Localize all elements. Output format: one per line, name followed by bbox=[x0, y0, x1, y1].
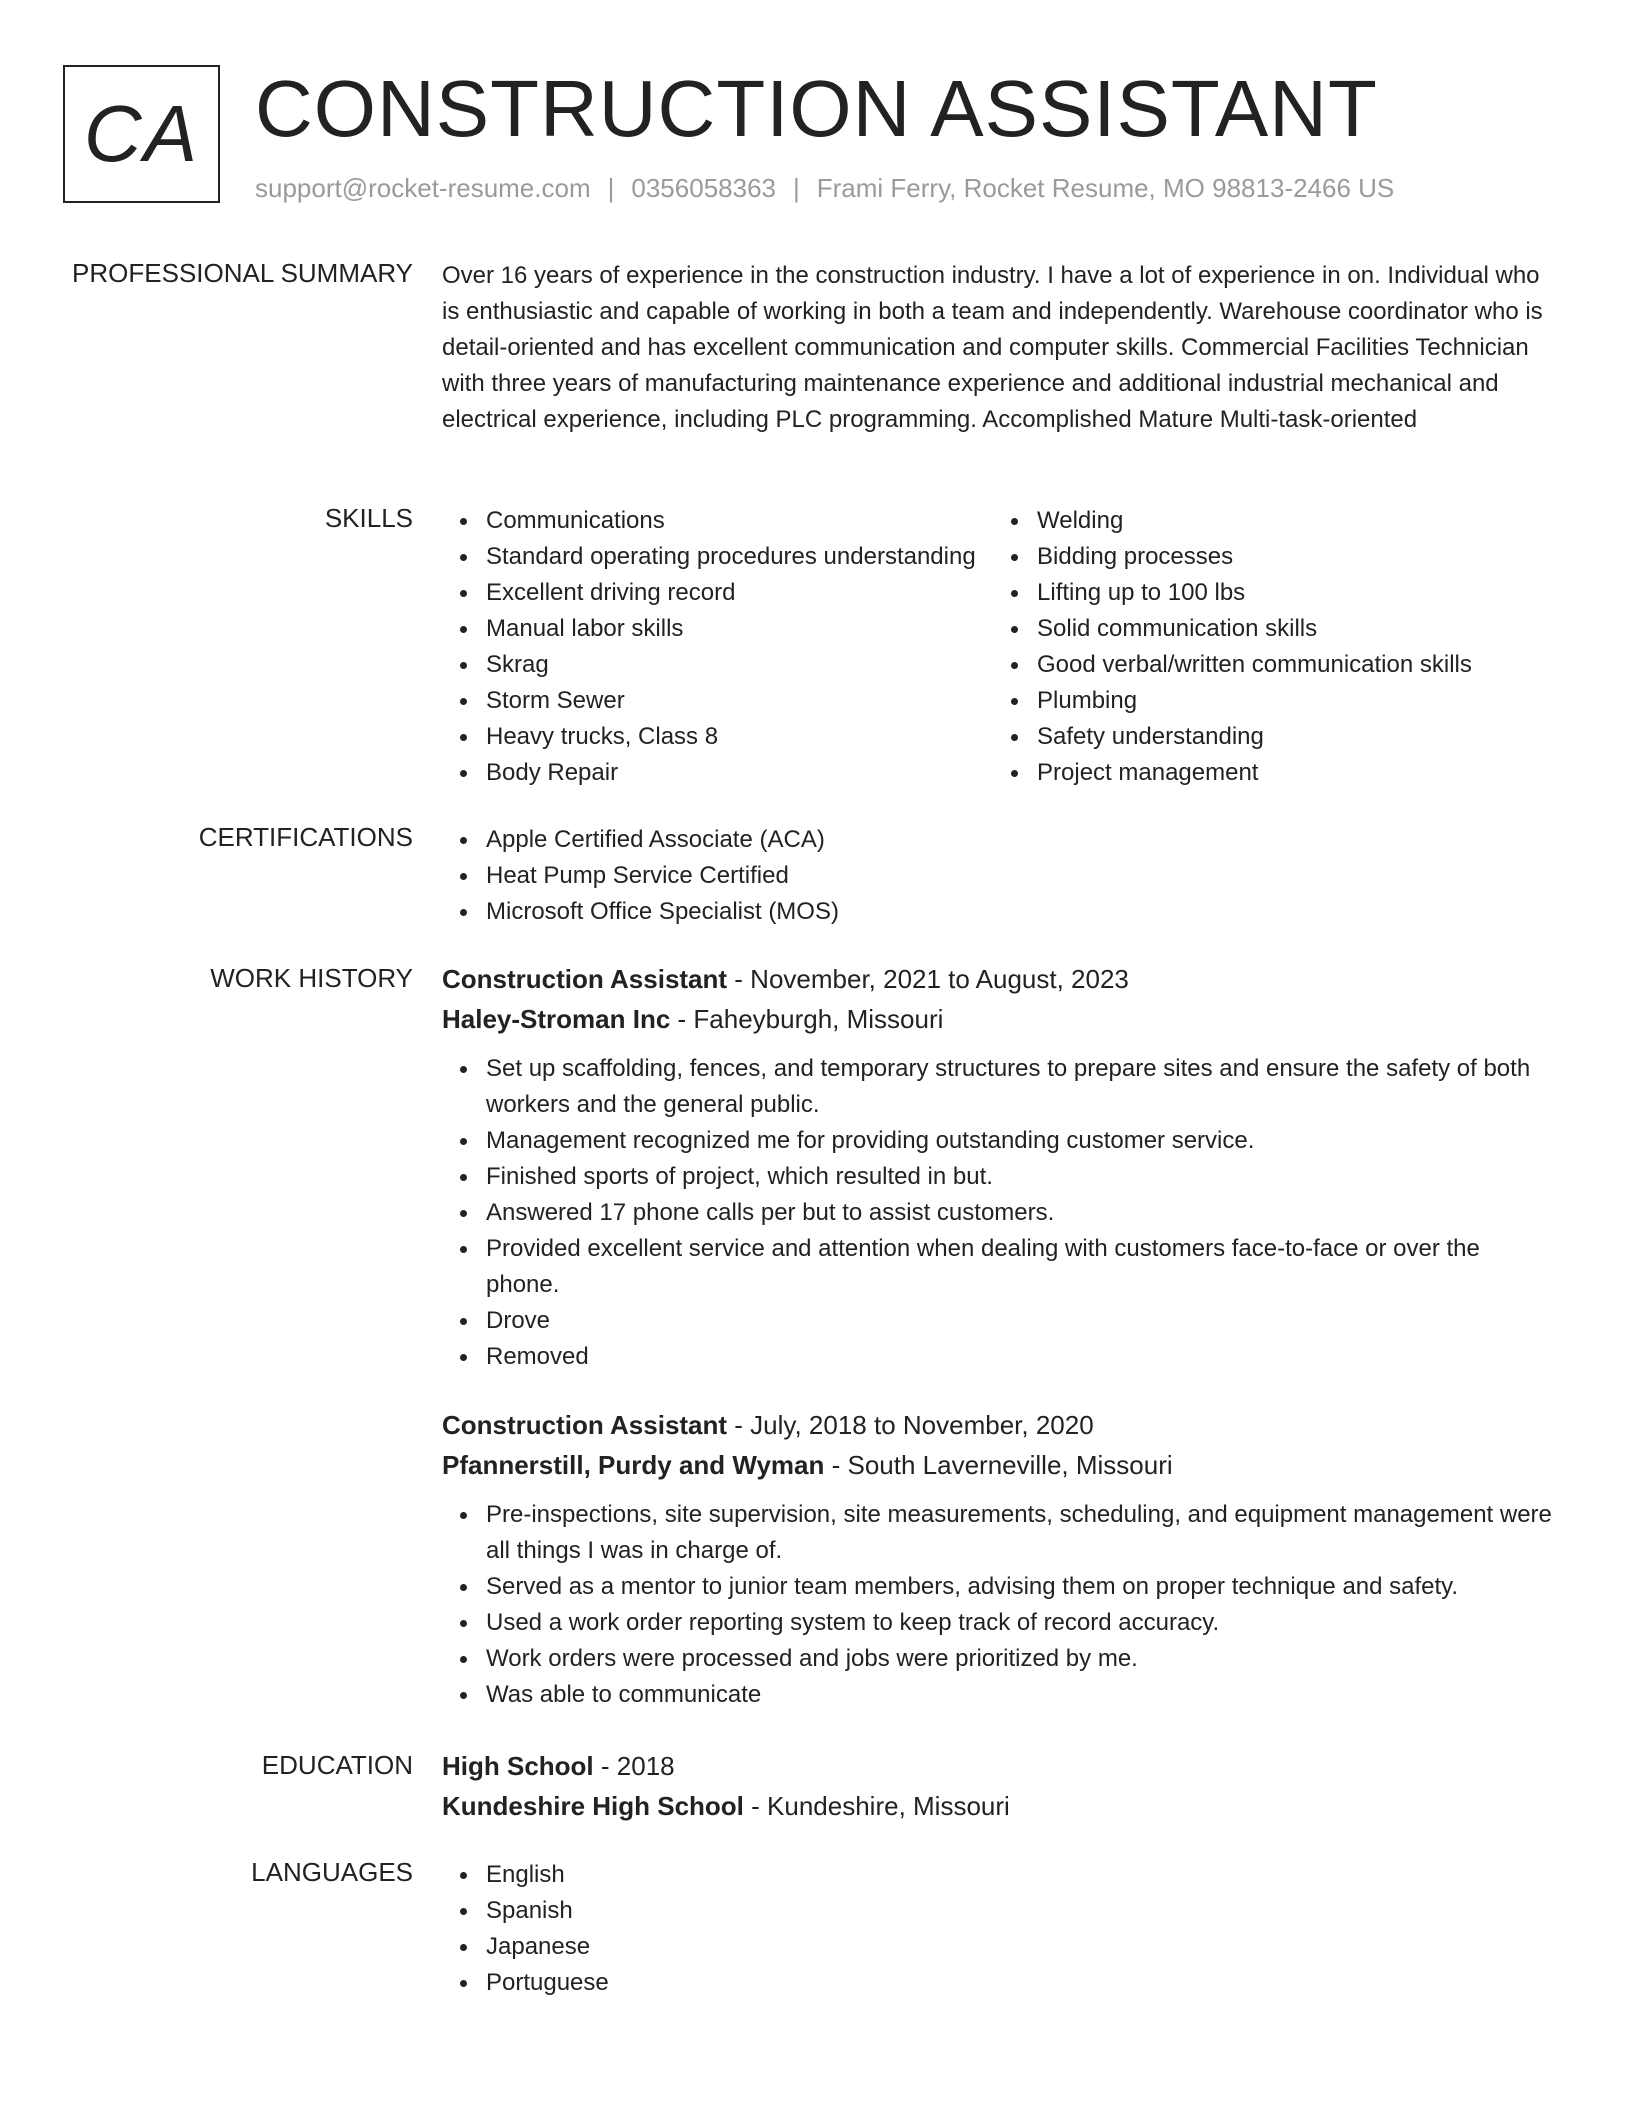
skill-item: Plumbing bbox=[1037, 683, 1558, 719]
job-title: Construction Assistant bbox=[442, 964, 728, 994]
job-bullet: Served as a mentor to junior team members, advising them on proper technique and safety. bbox=[486, 1569, 1558, 1605]
certification-item: Apple Certified Associate (ACA) bbox=[486, 822, 1558, 858]
monogram: CA bbox=[63, 65, 220, 203]
section-label-skills: SKILLS bbox=[324, 503, 413, 533]
language-item: English bbox=[486, 1857, 1558, 1893]
languages-body bbox=[442, 1857, 1558, 2001]
job-dates: - November, 2021 to August, 2023 bbox=[727, 964, 1129, 994]
certification-item: Microsoft Office Specialist (MOS) bbox=[486, 894, 1558, 930]
skill-item: Standard operating procedures understanding bbox=[486, 539, 993, 575]
skills-list-left bbox=[442, 503, 993, 791]
skill-item: Safety understanding bbox=[1037, 719, 1558, 755]
candidate-name: CONSTRUCTION ASSISTANT bbox=[255, 64, 1378, 153]
language-item: Japanese bbox=[486, 1929, 1558, 1965]
job-bullet: Management recognized me for providing outstanding customer service. bbox=[486, 1123, 1558, 1159]
education-year: - 2018 bbox=[593, 1751, 675, 1781]
job-bullet: Used a work order reporting system to keep track of record accuracy. bbox=[486, 1605, 1558, 1641]
education-body bbox=[442, 1746, 1558, 1826]
contact-line bbox=[255, 173, 1394, 204]
skill-item: Project management bbox=[1037, 755, 1558, 791]
job-company: Pfannerstill, Purdy and Wyman bbox=[442, 1450, 825, 1480]
skill-item: Communications bbox=[486, 503, 993, 539]
contact-separator: | bbox=[793, 173, 800, 203]
job-title-line bbox=[442, 959, 1558, 999]
job-bullet: Work orders were processed and jobs were prioritized by me. bbox=[486, 1641, 1558, 1677]
job-bullets bbox=[442, 1051, 1558, 1375]
job-bullet: Removed bbox=[486, 1339, 1558, 1375]
job-company: Haley-Stroman Inc bbox=[442, 1004, 671, 1034]
certifications-body bbox=[442, 822, 1558, 930]
education-school: Kundeshire High School bbox=[442, 1791, 744, 1821]
job-company-line bbox=[442, 1445, 1558, 1485]
job-location: - South Laverneville, Missouri bbox=[824, 1450, 1173, 1480]
education-degree-line bbox=[442, 1746, 1558, 1786]
skill-item: Solid communication skills bbox=[1037, 611, 1558, 647]
contact-separator: | bbox=[607, 173, 615, 203]
job-bullet: Pre-inspections, site supervision, site measurements, scheduling, and equipment management were all things I was in charge of. bbox=[486, 1497, 1558, 1569]
skill-item: Welding bbox=[1037, 503, 1558, 539]
job-bullet: Answered 17 phone calls per but to assist customers. bbox=[486, 1195, 1558, 1231]
section-label-languages: LANGUAGES bbox=[251, 1857, 413, 1887]
section-label-education: EDUCATION bbox=[261, 1750, 413, 1780]
education-school-line bbox=[442, 1786, 1558, 1826]
skill-item: Manual labor skills bbox=[486, 611, 993, 647]
job-bullet: Drove bbox=[486, 1303, 1558, 1339]
skill-item: Storm Sewer bbox=[486, 683, 993, 719]
certification-item: Heat Pump Service Certified bbox=[486, 858, 1558, 894]
language-item: Spanish bbox=[486, 1893, 1558, 1929]
job-company-line bbox=[442, 999, 1558, 1039]
contact-address: Frami Ferry, Rocket Resume, MO 98813-2466 US bbox=[816, 173, 1395, 203]
section-label-summary: PROFESSIONAL SUMMARY bbox=[72, 258, 413, 288]
job-location: - Faheyburgh, Missouri bbox=[670, 1004, 944, 1034]
job-title: Construction Assistant bbox=[442, 1410, 728, 1440]
resume-header bbox=[63, 65, 1572, 215]
languages-list bbox=[442, 1857, 1558, 2001]
job-dates: - July, 2018 to November, 2020 bbox=[727, 1410, 1094, 1440]
skill-item: Skrag bbox=[486, 647, 993, 683]
work-history-body bbox=[442, 963, 1558, 1713]
job-bullets bbox=[442, 1497, 1558, 1713]
job-title-line bbox=[442, 1405, 1558, 1445]
skill-item: Good verbal/written communication skills bbox=[1037, 647, 1558, 683]
skill-item: Excellent driving record bbox=[486, 575, 993, 611]
section-label-work-history: WORK HISTORY bbox=[210, 963, 413, 993]
contact-email: support@rocket-resume.com bbox=[255, 173, 591, 203]
job-bullet: Was able to communicate bbox=[486, 1677, 1558, 1713]
job-entry bbox=[442, 959, 1558, 1375]
education-location: - Kundeshire, Missouri bbox=[743, 1791, 1010, 1821]
summary-text: Over 16 years of experience in the construction industry. I have a lot of experience in on. Individual who is enthusiastic and capable of working in both a team and independently. Warehouse coordinator who is detail-oriented and has excellent communication and computer skills. Commercial Facilities Technician with three years of manufacturing maintenance experience and additional industrial mechanical and electrical experience, including PLC programming. Accomplished Mature Multi-task-oriented bbox=[442, 262, 1543, 433]
certifications-list bbox=[442, 822, 1558, 930]
job-bullet: Provided excellent service and attention when dealing with customers face-to-face or over the phone. bbox=[486, 1231, 1558, 1303]
skill-item: Heavy trucks, Class 8 bbox=[486, 719, 993, 755]
job-entry bbox=[442, 1405, 1558, 1713]
skills-columns bbox=[442, 503, 1558, 791]
education-degree: High School bbox=[442, 1751, 594, 1781]
skill-item: Bidding processes bbox=[1037, 539, 1558, 575]
job-bullet: Finished sports of project, which resulted in but. bbox=[486, 1159, 1558, 1195]
skill-item: Lifting up to 100 lbs bbox=[1037, 575, 1558, 611]
contact-phone: 0356058363 bbox=[631, 173, 776, 203]
language-item: Portuguese bbox=[486, 1965, 1558, 2001]
skills-list-right bbox=[993, 503, 1558, 791]
job-bullet: Set up scaffolding, fences, and temporary structures to prepare sites and ensure the safety of both workers and the general public. bbox=[486, 1051, 1558, 1123]
section-label-certifications: CERTIFICATIONS bbox=[198, 822, 413, 852]
skill-item: Body Repair bbox=[486, 755, 993, 791]
